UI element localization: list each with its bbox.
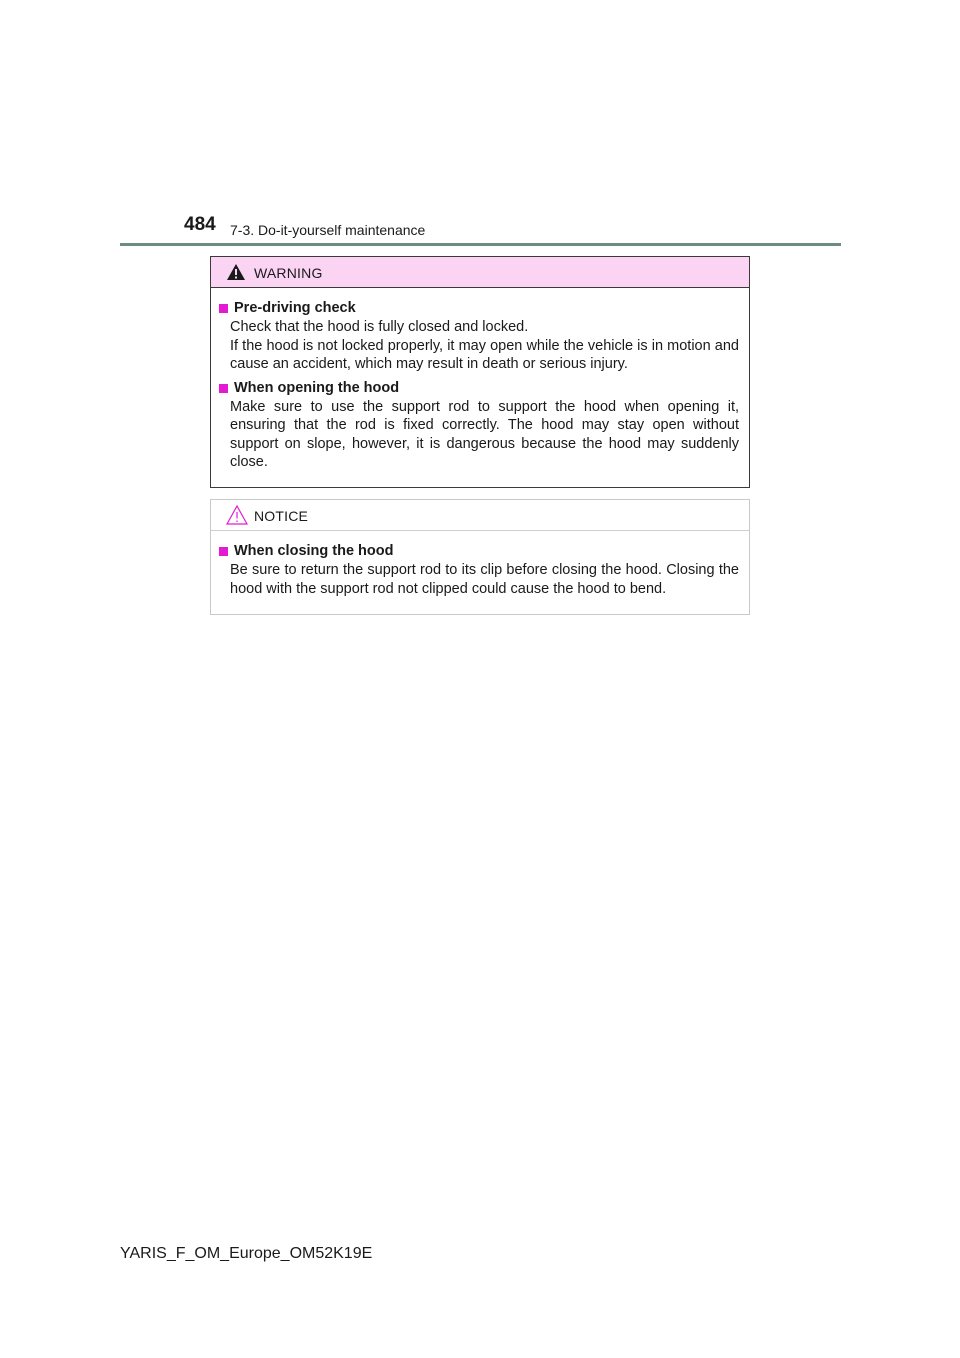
- bullet-square-icon: [219, 384, 228, 393]
- notice-box: [210, 499, 750, 615]
- item-title: When opening the hood: [234, 379, 400, 396]
- notice-body: [211, 531, 749, 598]
- document-code-footer: YARIS_F_OM_Europe_OM52K19E: [120, 1245, 373, 1262]
- caution-triangle-outline-icon: [226, 505, 248, 525]
- item-title: Pre-driving check: [234, 300, 356, 316]
- notice-header: [211, 500, 749, 531]
- warning-box: [210, 256, 750, 488]
- header-divider: [120, 243, 841, 246]
- bullet-square-icon: [219, 547, 228, 556]
- warning-item-opening-hood: [219, 379, 739, 472]
- notice-label: NOTICE: [254, 508, 309, 524]
- item-paragraph: Check that the hood is fully closed and locked.: [230, 319, 529, 335]
- warning-body: [211, 288, 749, 472]
- section-title: 7-3. Do-it-yourself maintenance: [230, 222, 426, 238]
- warning-item-pre-driving-check: [219, 299, 739, 374]
- warning-label: WARNING: [254, 265, 323, 281]
- warning-header: [211, 257, 749, 288]
- page-number: 484: [184, 214, 216, 235]
- item-paragraph: Make sure to use the support rod to support the hood when opening it, ensuring that the rod is fixed correctly. The hood may stay open without support on slope, however, it is dangerous because the hood may suddenly close.: [230, 398, 739, 470]
- item-paragraph: Be sure to return the support rod to its clip before closing the hood. Closing the hood with the support rod not clipped could cause the hood to bend.: [230, 562, 739, 597]
- notice-item-closing-hood: [219, 542, 739, 598]
- warning-triangle-icon: [226, 263, 246, 281]
- bullet-square-icon: [219, 304, 228, 313]
- item-paragraph: If the hood is not locked properly, it may open while the vehicle is in motion and cause an accident, which may result in death or serious injury.: [230, 337, 739, 372]
- item-title: When closing the hood: [234, 543, 394, 559]
